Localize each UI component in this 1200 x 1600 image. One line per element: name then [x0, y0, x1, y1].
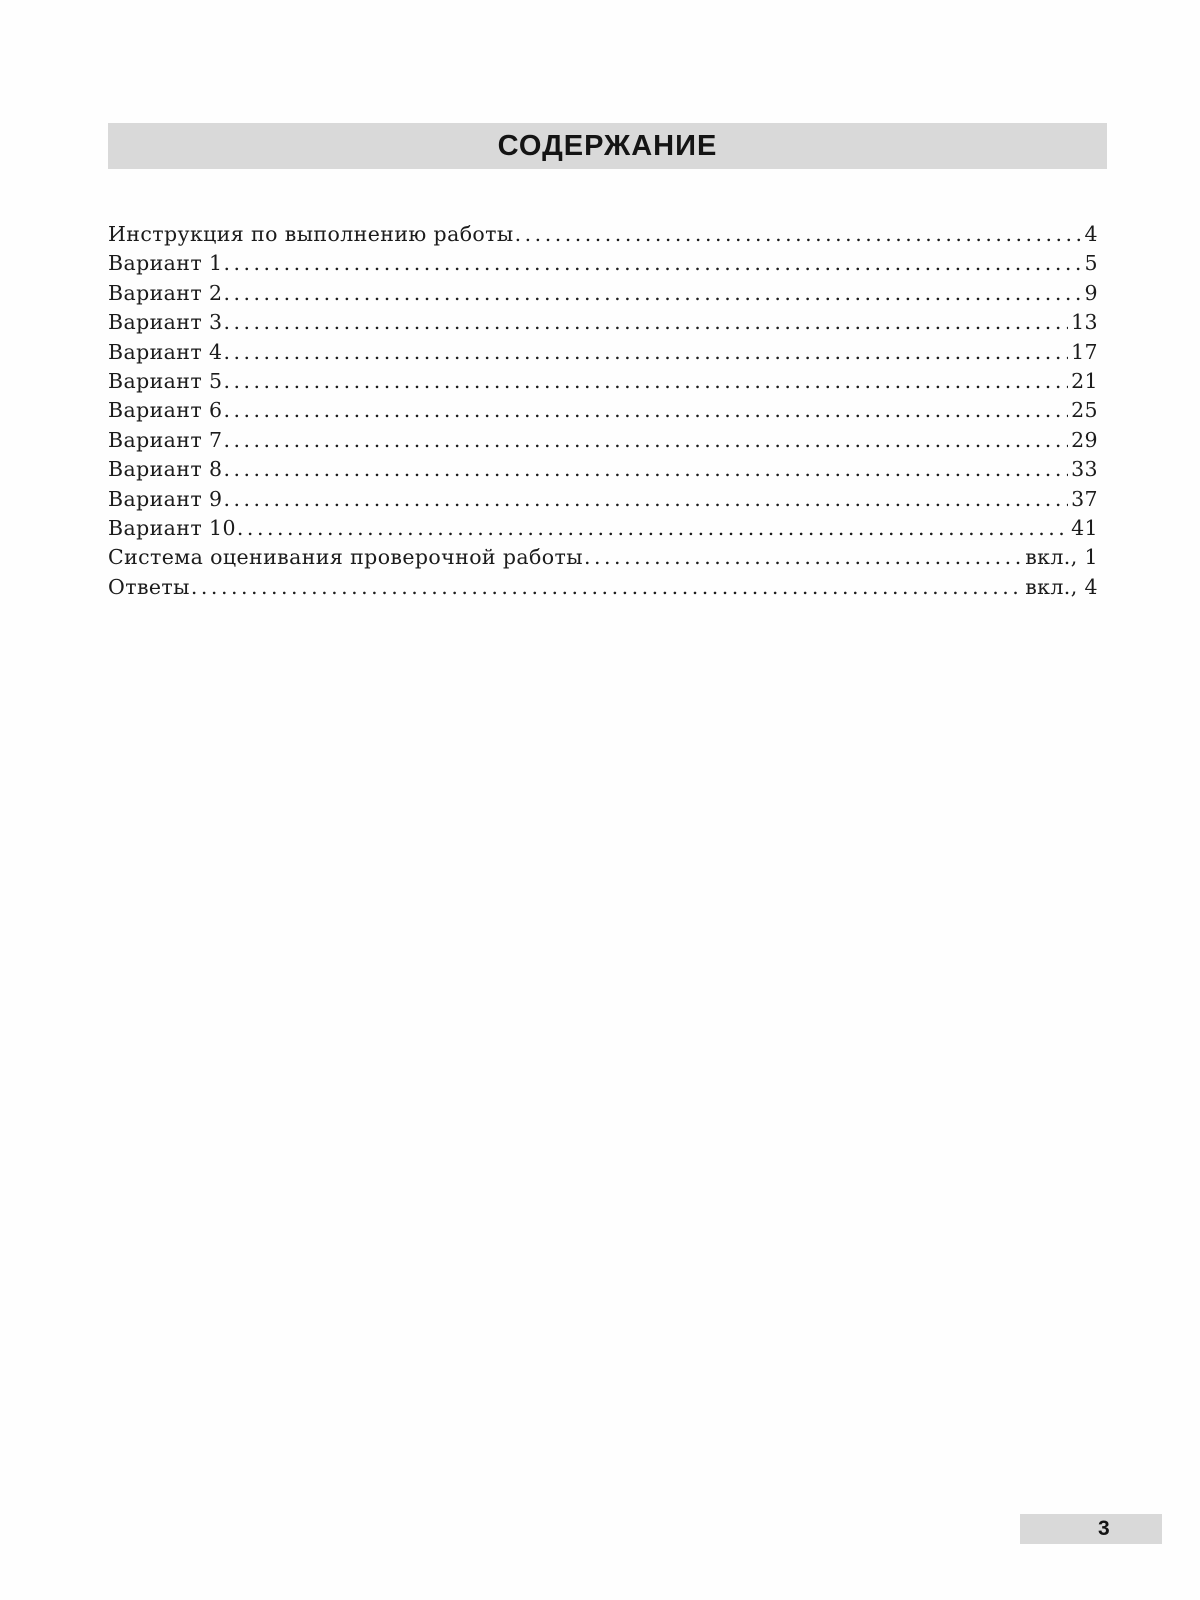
toc-row: [108, 220, 1098, 249]
toc-entry-page: 37: [1071, 486, 1098, 511]
dot-leader: [223, 426, 1068, 455]
dot-leader: [191, 573, 1022, 602]
table-of-contents: [108, 220, 1098, 602]
toc-entry-page: вкл., 4: [1025, 574, 1098, 599]
toc-entry-label: Вариант 4: [108, 339, 223, 364]
dot-leader: [515, 220, 1082, 249]
toc-row: [108, 514, 1098, 543]
toc-entry-label: Вариант 7: [108, 427, 223, 452]
toc-entry-page: 21: [1071, 369, 1098, 394]
toc-entry-page: 13: [1071, 310, 1098, 335]
toc-row: [108, 485, 1098, 514]
toc-row: [108, 543, 1098, 572]
toc-entry-page: 29: [1071, 427, 1098, 452]
toc-entry-label: Вариант 1: [108, 251, 223, 276]
toc-row: [108, 455, 1098, 484]
toc-entry-label: Система оценивания проверочной работы: [108, 545, 583, 570]
toc-entry-label: Вариант 10: [108, 516, 236, 541]
toc-row: [108, 308, 1098, 337]
toc-entry-label: Вариант 8: [108, 457, 223, 482]
toc-entry-label: Инструкция по выполнению работы: [108, 222, 514, 246]
dot-leader: [223, 485, 1068, 514]
toc-row: [108, 367, 1098, 396]
footer-page-number-band: [1020, 1514, 1162, 1544]
toc-entry-page: 5: [1084, 251, 1098, 276]
dot-leader: [223, 308, 1068, 337]
toc-entry-label: Вариант 2: [108, 280, 223, 305]
dot-leader: [223, 396, 1068, 425]
dot-leader: [237, 514, 1068, 543]
toc-row: [108, 279, 1098, 308]
toc-entry-page: 17: [1071, 339, 1098, 364]
dot-leader: [223, 338, 1068, 367]
toc-entry-page: 41: [1071, 516, 1098, 541]
dot-leader: [223, 455, 1068, 484]
toc-entry-page: 4: [1084, 222, 1098, 246]
dot-leader: [223, 279, 1081, 308]
toc-row: [108, 573, 1098, 602]
dot-leader: [584, 543, 1022, 572]
toc-entry-label: Ответы: [108, 574, 190, 599]
toc-entry-page: вкл., 1: [1025, 545, 1098, 570]
toc-row: [108, 426, 1098, 455]
toc-entry-page: 33: [1071, 457, 1098, 482]
toc-entry-label: Вариант 5: [108, 369, 223, 394]
page-title: СОДЕРЖАНИЕ: [497, 129, 718, 162]
toc-entry-page: 25: [1071, 398, 1098, 423]
toc-entry-label: Вариант 9: [108, 486, 223, 511]
footer-page-number: 3: [1098, 1517, 1110, 1540]
toc-row: [108, 396, 1098, 425]
toc-row: [108, 338, 1098, 367]
dot-leader: [223, 367, 1068, 396]
contents-header-band: [108, 123, 1107, 169]
toc-entry-label: Вариант 3: [108, 310, 223, 335]
toc-row: [108, 249, 1098, 278]
toc-entry-page: 9: [1084, 280, 1098, 305]
dot-leader: [223, 249, 1081, 278]
toc-entry-label: Вариант 6: [108, 398, 223, 423]
